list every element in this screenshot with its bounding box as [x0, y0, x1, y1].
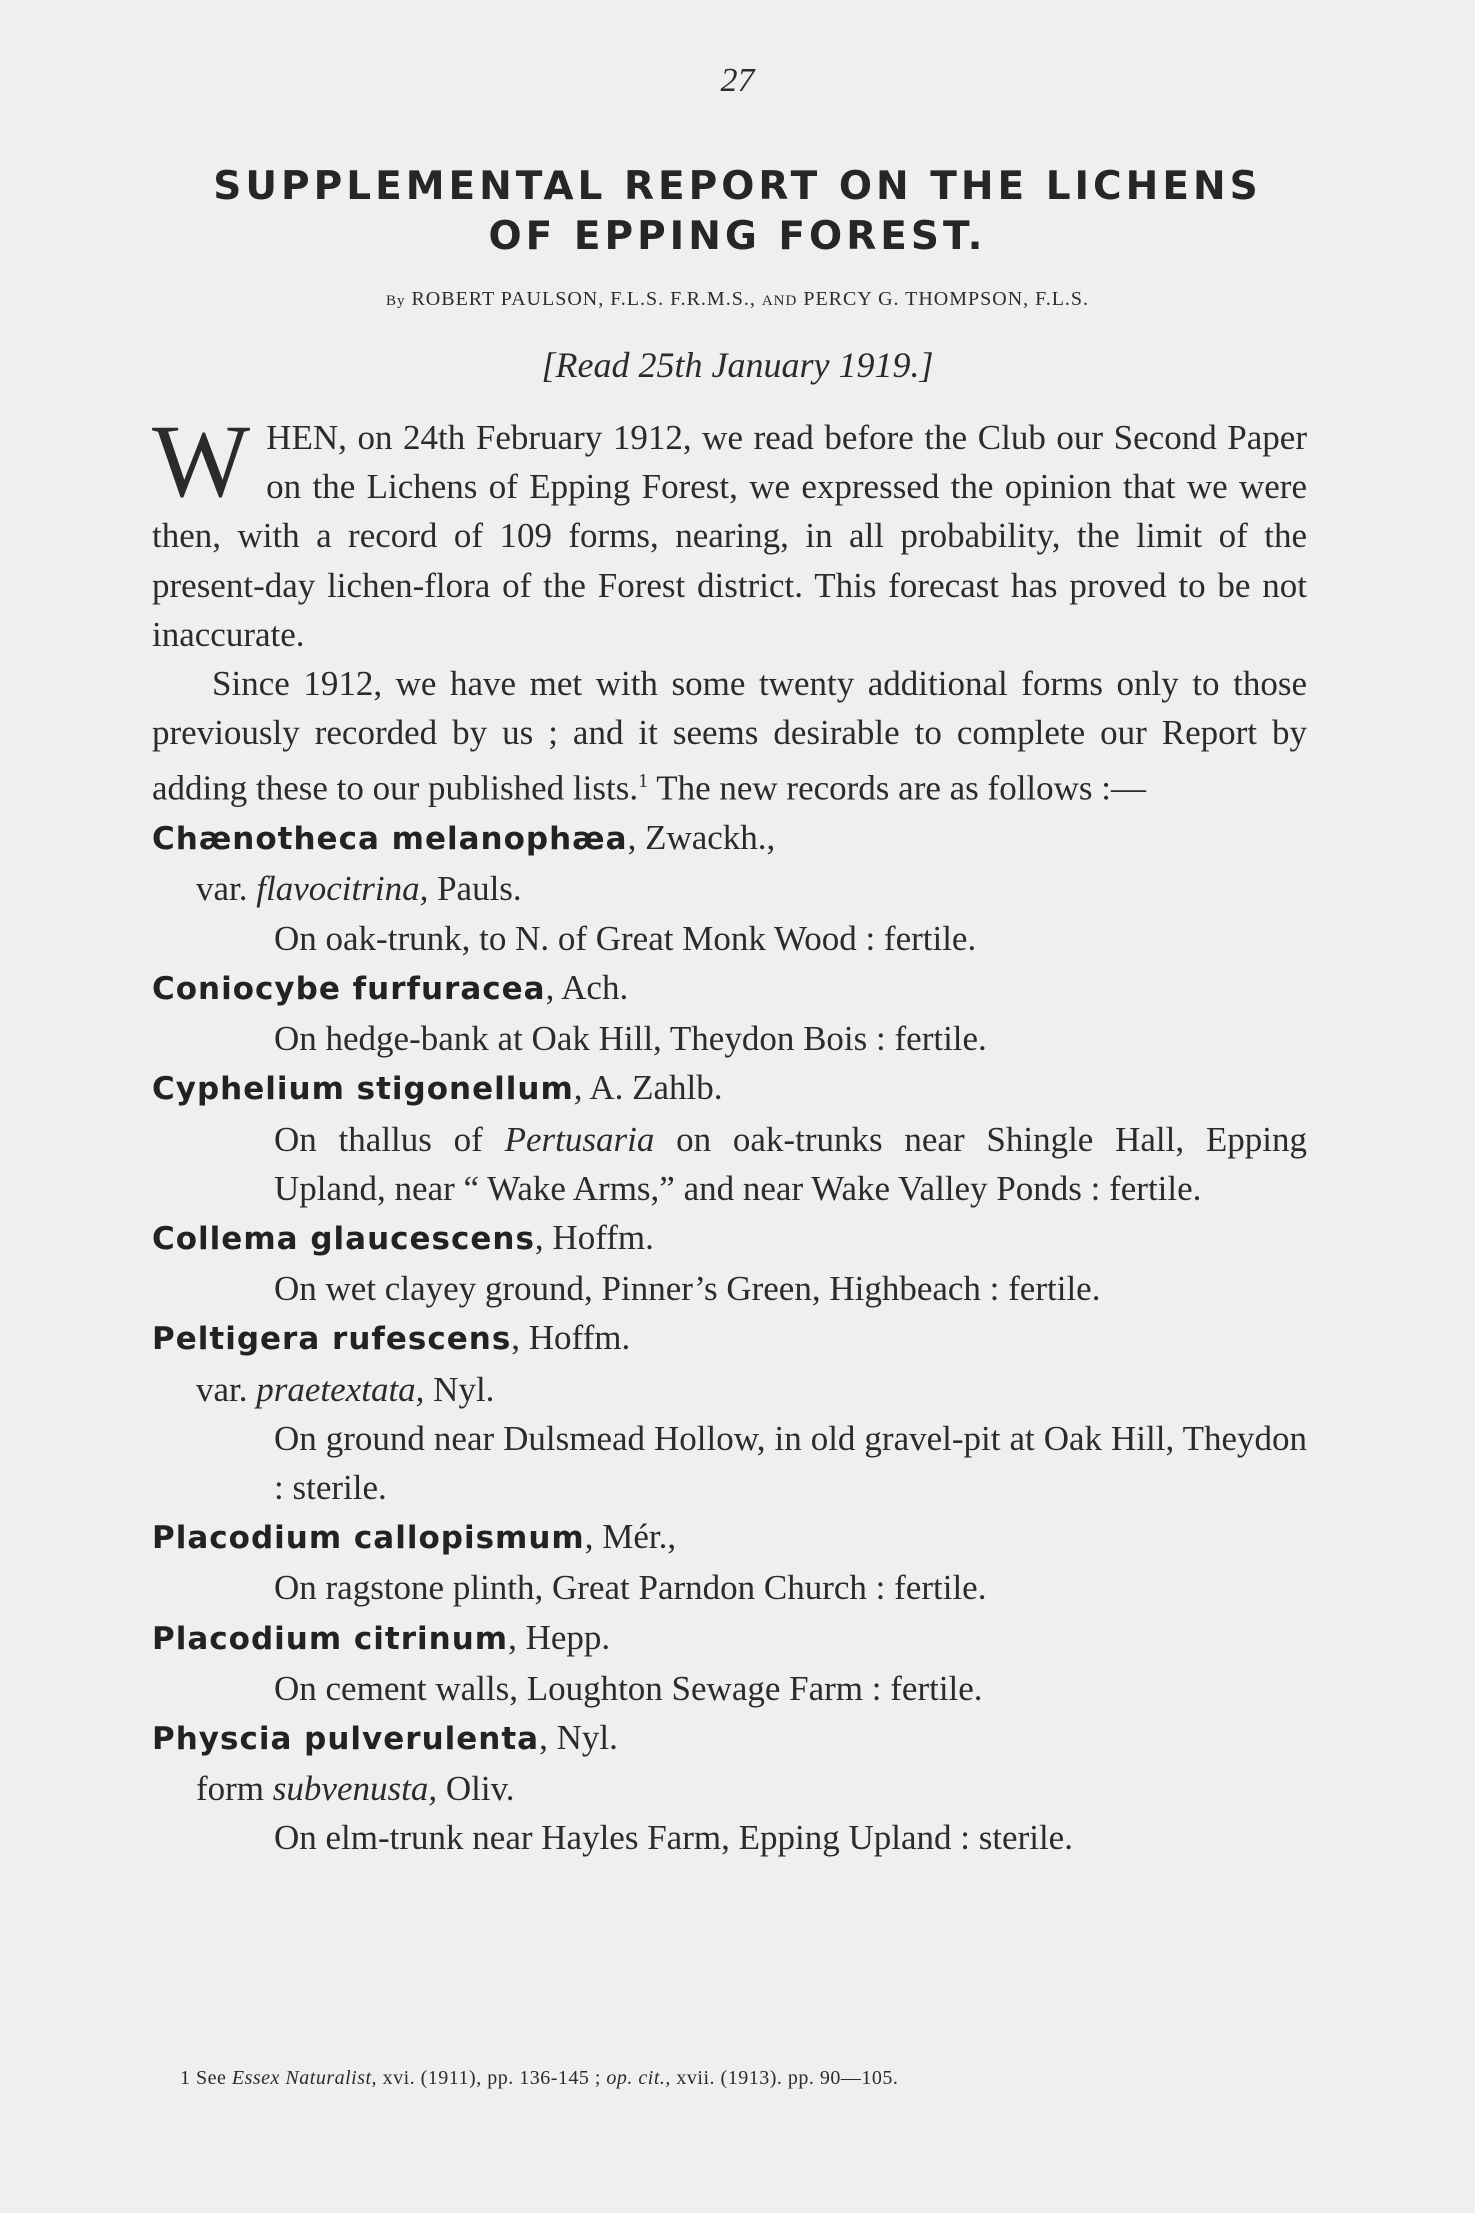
- footnote: [180, 2067, 1300, 2090]
- species-entry: [152, 1512, 1307, 1612]
- species-habitat: On cement walls, Loughton Sewage Farm : fertile.: [274, 1668, 983, 1708]
- species-entry: [152, 1613, 1307, 1713]
- byline-author-1: ROBERT PAULSON, F.L.S. F.R.M.S.,: [411, 288, 756, 310]
- byline-and: AND: [761, 293, 798, 309]
- species-habitat: On wet clayey ground, Pinner’s Green, Highbeach : fertile.: [274, 1269, 1101, 1309]
- footnote-ref-1: xvi. (1911), pp. 136-145 ;: [377, 2067, 607, 2089]
- species-entry: [152, 1713, 1307, 1863]
- read-date: [Read 25th January 1919.]: [541, 345, 934, 385]
- variety-authority: Nyl.: [424, 1369, 495, 1409]
- species-name: Coniocybe furfuracea: [152, 970, 546, 1007]
- footnote-journal: Essex Naturalist,: [231, 2067, 378, 2089]
- species-habitat: [274, 1115, 1307, 1213]
- species-authority: , Hepp.: [508, 1617, 611, 1657]
- species-name: Physcia pulverulenta: [152, 1720, 540, 1757]
- species-habitat: On ground near Dulsmead Hollow, in old gravel-pit at Oak Hill, Theydon : sterile.: [274, 1418, 1307, 1507]
- species-entry: [152, 813, 1307, 963]
- species-authority: , A. Zahlb.: [573, 1068, 723, 1108]
- paragraph-2-text-after: The new records are as follows :—: [648, 769, 1147, 809]
- species-name: Placodium callopismum: [152, 1520, 585, 1557]
- variety-prefix: var.: [196, 1369, 248, 1409]
- byline: [0, 288, 1475, 311]
- species-entry: [152, 963, 1307, 1063]
- species-authority: , Ach.: [545, 967, 629, 1007]
- footnote-mark: 1: [638, 770, 649, 793]
- variety-authority: Oliv.: [437, 1769, 515, 1809]
- article-title: [0, 162, 1475, 262]
- species-habitat: On ragstone plinth, Great Parndon Church : fertile.: [274, 1568, 987, 1608]
- species-authority: , Hoffm.: [534, 1217, 654, 1257]
- variety-name: praetextata,: [256, 1369, 425, 1409]
- species-entry: [152, 1313, 1307, 1512]
- byline-author-2: PERCY G. THOMPSON, F.L.S.: [803, 288, 1090, 310]
- variety-authority: Pauls.: [428, 869, 522, 909]
- species-name: Cyphelium stigonellum: [152, 1071, 574, 1108]
- footnote-op-cit: op. cit.,: [606, 2067, 671, 2089]
- habitat-genus: Pertusaria: [504, 1119, 655, 1159]
- variety-name: flavocitrina,: [256, 869, 429, 909]
- species-habitat: On elm-trunk near Hayles Farm, Epping Upland : sterile.: [274, 1818, 1073, 1858]
- paragraph-1-text: HEN, on 24th February 1912, we read before the Club our Second Paper on the Lichens of Epping Forest, we expressed the opinion that we were then, with a record of 109 forms, nearing, in all probability, the limit of the present-day lichen-flora of the Forest district. This forecast has proved to be not inaccurate.: [152, 418, 1307, 654]
- species-habitat: On hedge-bank at Oak Hill, Theydon Bois : fertile.: [274, 1019, 987, 1059]
- species-habitat: On oak-trunk, to N. of Great Monk Wood : fertile.: [274, 918, 977, 958]
- species-authority: , Zwackh.,: [627, 818, 776, 858]
- species-name: Collema glaucescens: [152, 1220, 535, 1257]
- species-list: [152, 813, 1307, 1862]
- species-entry: [152, 1063, 1307, 1213]
- paragraph-1: [152, 404, 1307, 659]
- footnote-number: 1: [180, 2067, 191, 2089]
- paragraph-2-text: Since 1912, we have met with some twenty additional forms only to those previously recorded by us ; and it seems desirable to complete our Report by adding these to our published lists.: [152, 664, 1307, 809]
- drop-cap: W: [152, 404, 251, 519]
- species-authority: , Mér.,: [584, 1517, 677, 1557]
- species-authority: , Nyl.: [539, 1717, 618, 1757]
- species-name: Peltigera rufescens: [152, 1321, 512, 1358]
- variety-prefix: var.: [196, 869, 248, 909]
- species-entry: [152, 1213, 1307, 1313]
- habitat-text: on oak-trunks near Shingle Hall, Epping Upland, near “ Wake Arms,” and near Wake Valley Ponds : fertile.: [274, 1119, 1307, 1208]
- title-line-1: SUPPLEMENTAL REPORT ON THE LICHENS: [213, 164, 1262, 209]
- paragraph-2: [152, 659, 1307, 813]
- page-number: 27: [720, 62, 755, 99]
- article-body: [152, 404, 1307, 1863]
- byline-by: By: [385, 293, 406, 309]
- species-authority: , Hoffm.: [511, 1318, 631, 1358]
- habitat-text: On thallus of: [274, 1119, 505, 1159]
- variety-prefix: form: [196, 1769, 265, 1809]
- footnote-ref-2: xvii. (1913). pp. 90—105.: [670, 2067, 899, 2089]
- footnote-see: See: [190, 2067, 232, 2089]
- title-line-2: OF EPPING FOREST.: [488, 214, 987, 259]
- species-name: Placodium citrinum: [152, 1620, 509, 1657]
- species-name: Chænotheca melanophæa: [152, 821, 628, 858]
- variety-name: subvenusta,: [272, 1769, 438, 1809]
